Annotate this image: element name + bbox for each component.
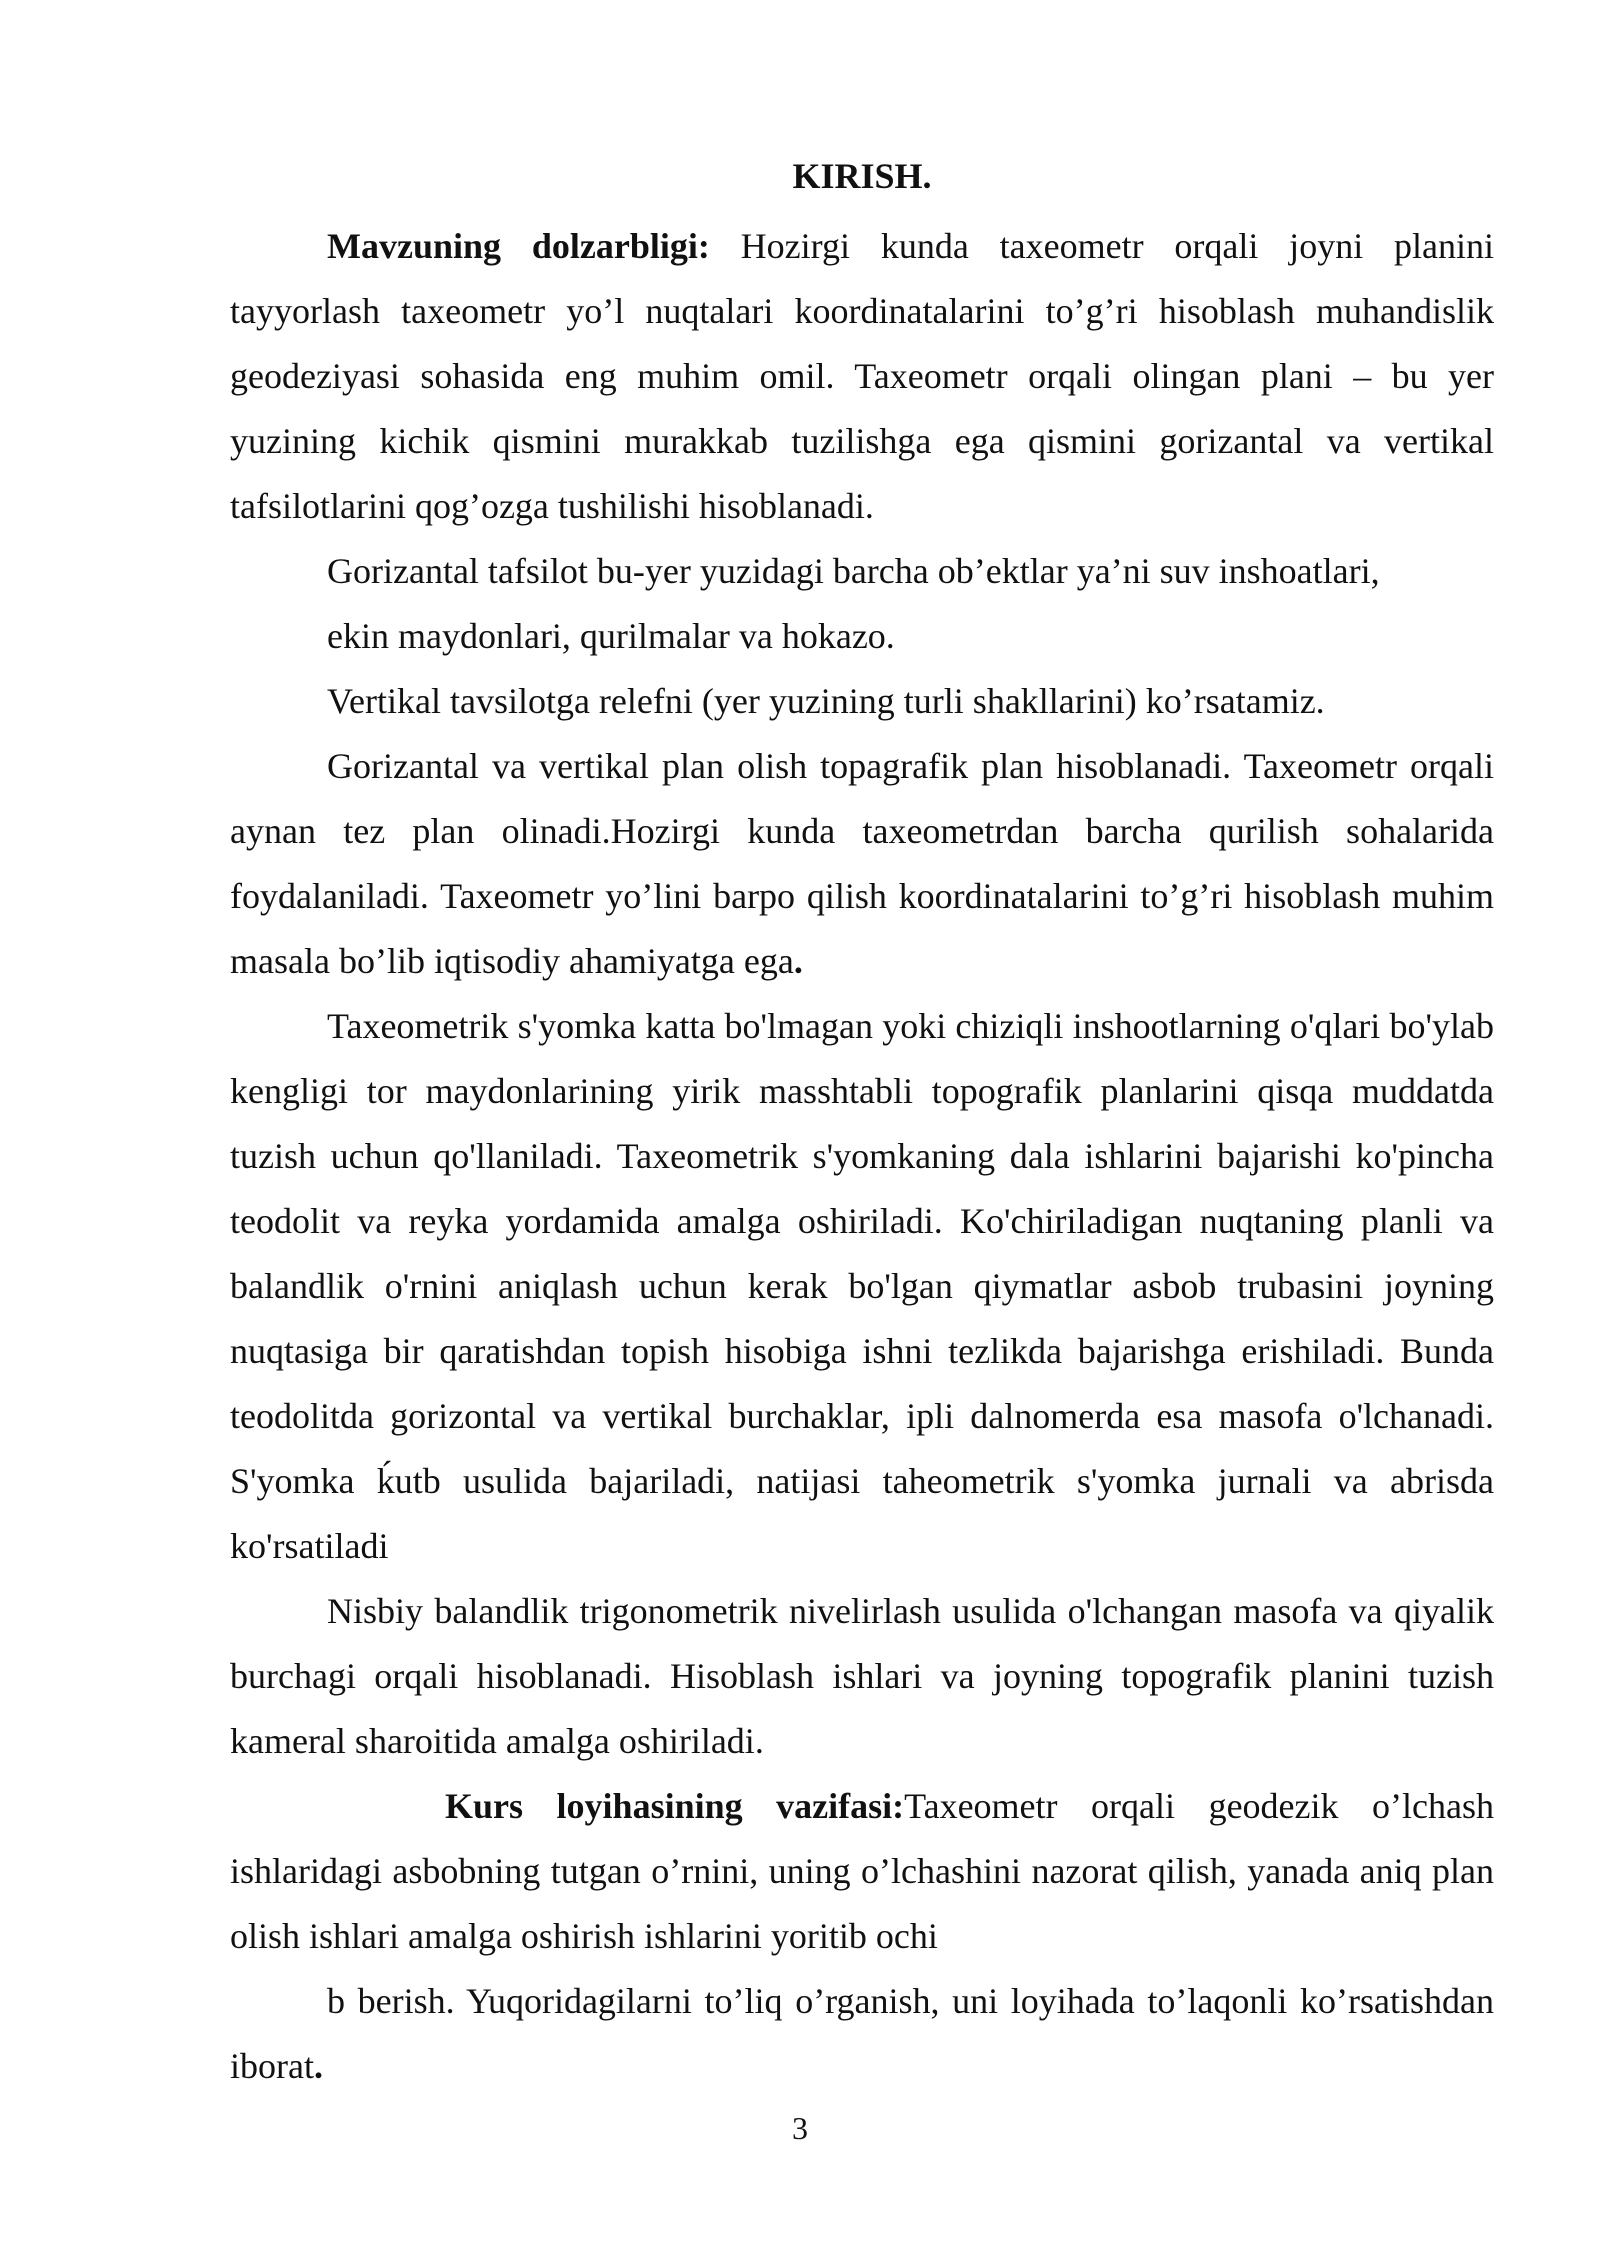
paragraph-relative-height: Nisbiy balandlik trigonometrik nivelirlash usulida o'lchangan masofa va qiyalik burchagi orqali hisoblanadi. Hisoblash ishlari va joyning topografik planini tuzish kameral sharoitida amalga oshiriladi. — [230, 1591, 1494, 1761]
course-task-heading: Kurs loyihasining vazifasi: — [445, 1786, 905, 1826]
paragraph-horizontal-detail: Gorizantal tafsilot bu-yer yuzidagi barcha ob’ektlar ya’ni suv inshoatlari, — [327, 551, 1380, 591]
course-task-text: Taxeometr orqali geodezik o’lchash ishlaridagi asbobning tutgan o’rnini, uning o’lchashini nazorat qilish, yanada aniq plan olish ishlari amalga oshirish ishlarini yoritib ochi — [230, 1786, 1494, 1956]
paragraph-topographic-plan — [230, 734, 1494, 994]
paragraph-relevance — [230, 214, 1494, 539]
paragraph-course-task — [230, 1774, 1494, 1969]
paragraph-horizontal-detail-cont: ekin maydonlari, qurilmalar va hokazo. — [327, 616, 895, 656]
page-title: KIRISH. — [792, 156, 932, 196]
relevance-text: Hozirgi kunda taxeometr orqali joyni planini tayyorlash taxeometr yo’l nuqtalari koordinatalarini to’g’ri hisoblash muhandislik geodeziyasi sohasida eng muhim omil. Taxeometr orqali olingan plani – bu yer yuzining kichik qismini murakkab tuzilishga ega qismini gorizantal va vertikal tafsilotlarini qog’ozga tushilishi hisoblanadi. — [230, 226, 1495, 526]
course-task-end: . — [313, 2046, 323, 2086]
paragraph-vertical-detail: Vertikal tavsilotga relefni (yer yuzining turli shakllarini) ko’rsatamiz. — [327, 681, 1325, 721]
document-body — [230, 150, 1494, 2099]
paragraph-tacheometric-survey: Taxeometrik s'yomka katta bo'lmagan yoki chiziqli inshootlarning o'qlari bo'ylab kengligi tor maydonlarining yirik masshtabli topografik planlarini qisqa muddatda tuzish uchun qo'llaniladi. Taxeometrik s'yomkaning dala ishlarini bajarishi ko'pincha teodolit va reyka yordamida amalga oshiriladi. Ko'chiriladigan nuqtaning planli va balandlik o'rnini aniqlash uchun kerak bo'lgan qiymatlar asbob trubasini joyning nuqtasiga bir qaratishdan topish hisobiga ishni tezlikda bajarishga erishiladi. Bunda teodolitda gorizontal va vertikal burchaklar, ipli dalnomerda esa masofa o'lchanadi. S'yomka ḱutb usulida bajariladi, natijasi taheometrik s'yomka jurnali va abrisda ko'rsatiladi — [230, 1006, 1494, 1566]
course-task-cont-text: b berish. Yuqoridagilarni to’liq o’rganish, uni loyihada to’laqonli ko’rsatishdan iborat — [230, 1981, 1494, 2086]
topographic-plan-end: . — [793, 941, 803, 981]
topographic-plan-text: Gorizantal va vertikal plan olish topagrafik plan hisoblanadi. Taxeometr orqali aynan tez plan olinadi.Hozirgi kunda taxeometrdan barcha qurilish sohalarida foydalaniladi. Taxeometr yo’lini barpo qilish koordinatalarini to’g’ri hisoblash muhim masala bo’lib iqtisodiy ahamiyatga ega — [230, 746, 1494, 981]
relevance-heading: Mavzuning dolzarbligi: — [327, 226, 710, 266]
paragraph-course-task-cont — [230, 1969, 1494, 2099]
page-number: 3 — [792, 2110, 808, 2146]
